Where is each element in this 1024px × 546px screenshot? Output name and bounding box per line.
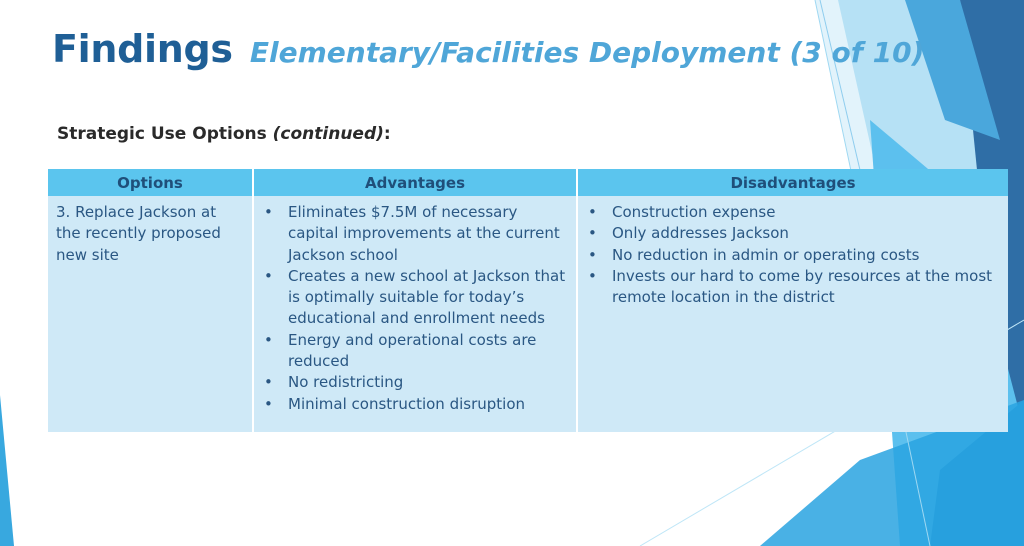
slide-title-main: Findings (52, 27, 233, 71)
disadvantages-cell (577, 196, 1008, 432)
options-table (48, 169, 1008, 432)
disadvantage-item: • No reduction in admin or operating costs (586, 245, 1000, 266)
advantage-item: • Creates a new school at Jackson that is optimally suitable for today’s educational and enrollment needs (262, 266, 568, 330)
disadvantage-item: • Invests our hard to come by resources at the most remote location in the district (586, 266, 1000, 309)
disadvantage-item: • Construction expense (586, 202, 1000, 223)
table-row (48, 196, 1008, 432)
header-disadvantages: Disadvantages (577, 169, 1008, 196)
table-header-row (48, 169, 1008, 196)
section-label-suffix: : (383, 124, 391, 144)
advantage-item: • Minimal construction disruption (262, 394, 568, 415)
advantage-item: • Eliminates $7.5M of necessary capital improvements at the current Jackson school (262, 202, 568, 266)
advantage-item: • Energy and operational costs are reduced (262, 330, 568, 373)
advantage-item: • No redistricting (262, 372, 568, 393)
disadvantage-item: • Only addresses Jackson (586, 223, 1000, 244)
section-label-italic: (continued) (272, 124, 384, 144)
header-options: Options (48, 169, 253, 196)
disadvantages-list (586, 202, 1000, 308)
section-label (57, 124, 391, 144)
slide-title (52, 27, 925, 71)
slide-title-sub: Elementary/Facilities Deployment (3 of 10) (249, 36, 925, 69)
advantages-cell (253, 196, 577, 432)
advantages-list (262, 202, 568, 415)
section-label-text: Strategic Use Options (57, 124, 273, 144)
header-advantages: Advantages (253, 169, 577, 196)
option-cell: 3. Replace Jackson at the recently proposed new site (48, 196, 253, 432)
